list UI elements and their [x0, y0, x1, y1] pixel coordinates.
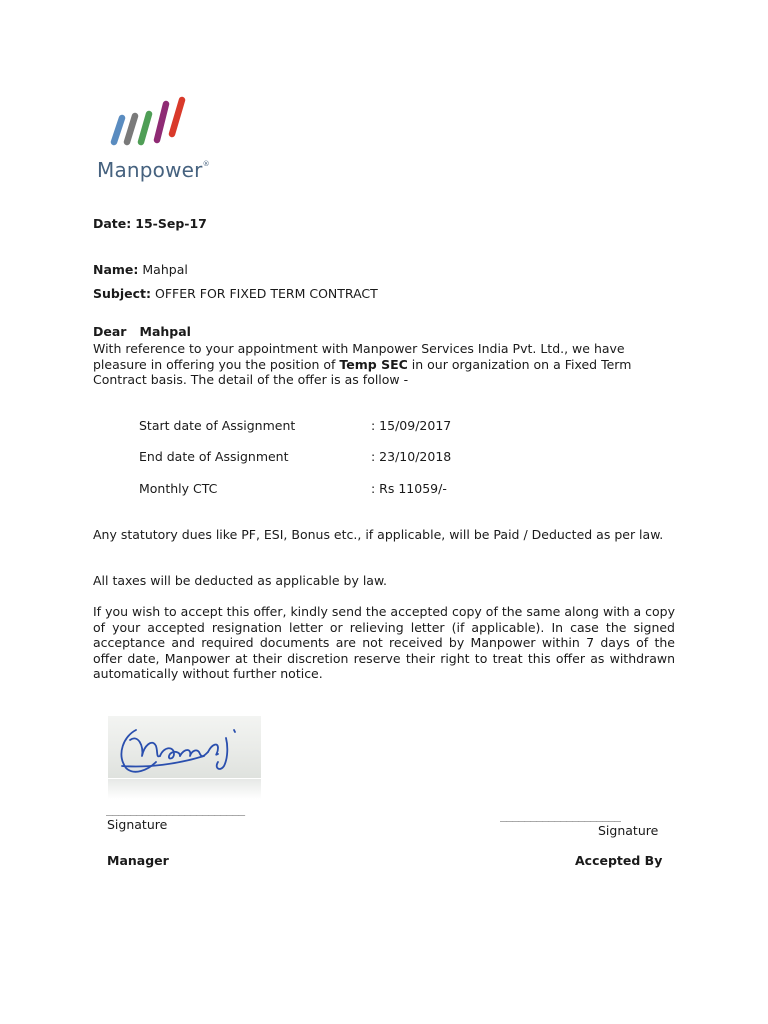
- detail-value-ctc: : Rs 11059/-: [371, 481, 447, 496]
- manager-signature-caption: Signature: [107, 817, 168, 832]
- greeting-word: Dear: [93, 324, 127, 339]
- acceptance-paragraph: If you wish to accept this offer, kindly send the accepted copy of the same along with a copy of your accepted resignation letter or relieving letter (if applicable). In case the signed acceptance and required documents are not received by Manpower within 7 days of the offer date, Manpower at their discretion reserve their right to treat this offer as withdrawn automatically without further notice.: [93, 604, 675, 682]
- date-label: Date:: [93, 216, 132, 231]
- taxes-paragraph: All taxes will be deducted as applicable by law.: [93, 573, 388, 588]
- manpower-logo-text: Manpower®: [97, 158, 210, 182]
- date-value: 15-Sep-17: [135, 216, 207, 231]
- acceptor-signature-line: ____________________: [500, 809, 621, 822]
- intro-paragraph: With reference to your appointment with Manpower Services India Pvt. Ltd., we have pleasure in offering you the position of Temp SEC in our organization on a Fixed Term Contract basis. The detail of the offer is as follow -: [93, 341, 632, 388]
- logo-stripe: [127, 116, 135, 142]
- name-label: Name:: [93, 262, 139, 277]
- subject-label: Subject:: [93, 286, 151, 301]
- logo-stripe: [141, 114, 149, 142]
- acceptor-role: Accepted By: [575, 853, 663, 868]
- logo-stripe: [157, 104, 166, 140]
- name-value: Mahpal: [142, 262, 188, 277]
- greeting-name: Mahpal: [139, 324, 191, 339]
- statutory-paragraph: Any statutory dues like PF, ESI, Bonus etc., if applicable, will be Paid / Deducted as per law.: [93, 527, 664, 542]
- logo-stripe: [114, 118, 122, 142]
- signature-reflection: [108, 779, 261, 799]
- greeting: [93, 324, 191, 339]
- detail-label-end: End date of Assignment: [139, 449, 289, 464]
- detail-value-start: : 15/09/2017: [371, 418, 452, 433]
- manager-signature-image: [108, 716, 261, 778]
- manager-role: Manager: [107, 853, 169, 868]
- name-line: [93, 262, 188, 277]
- detail-value-end: : 23/10/2018: [371, 449, 452, 464]
- position-title: Temp SEC: [339, 356, 408, 372]
- logo-stripe: [172, 100, 182, 134]
- detail-label-ctc: Monthly CTC: [139, 481, 218, 496]
- manager-signature-line: _______________________: [106, 803, 245, 816]
- detail-label-start: Start date of Assignment: [139, 418, 296, 433]
- manpower-logo-mark: [106, 96, 202, 146]
- subject-value: OFFER FOR FIXED TERM CONTRACT: [154, 286, 378, 301]
- acceptor-signature-caption: Signature: [598, 823, 659, 838]
- date-line: [93, 216, 207, 231]
- subject-line: [93, 286, 378, 301]
